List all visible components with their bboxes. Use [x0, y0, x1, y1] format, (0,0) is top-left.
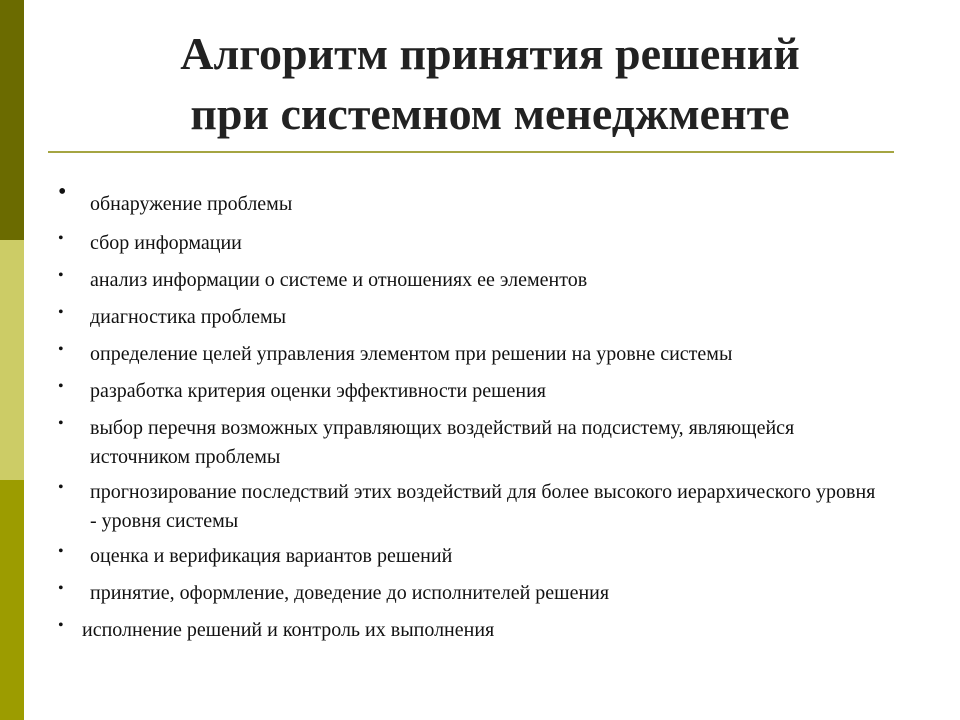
list-item-text: выбор перечня возможных управляющих воздействий на подсистему, являющейся источником проблемы — [90, 417, 795, 468]
bullet-icon: • — [58, 230, 64, 247]
list-item — [56, 340, 876, 369]
list-item-text: исполнение решений и контроль их выполнения — [82, 619, 495, 641]
list-item-text: разработка критерия оценки эффективности решения — [90, 380, 547, 402]
list-item — [56, 266, 876, 295]
bullet-icon: • — [58, 341, 64, 358]
left-band-bottom — [0, 480, 24, 720]
list-item — [56, 542, 876, 571]
bullet-icon: • — [58, 378, 64, 395]
slide-title — [60, 24, 920, 144]
list-item-text: сбор информации — [90, 232, 242, 254]
list-item — [56, 414, 876, 472]
list-item — [56, 478, 876, 536]
bullet-list — [56, 179, 876, 653]
list-item-text: принятие, оформление, доведение до исполнителей решения — [90, 582, 610, 604]
left-band-middle — [0, 240, 24, 480]
list-item — [56, 303, 876, 332]
list-item — [56, 579, 876, 608]
list-item — [56, 616, 876, 645]
bullet-icon: • — [58, 415, 64, 432]
list-item — [56, 377, 876, 406]
slide-title-line-1: Алгоритм принятия решений — [180, 28, 800, 79]
list-item-text: прогнозирование последствий этих воздействий для более высокого иерархического уровня - уровня системы — [90, 481, 876, 532]
bullet-icon: • — [58, 479, 64, 496]
bullet-icon: • — [58, 543, 64, 560]
title-divider — [48, 151, 894, 153]
bullet-icon: • — [58, 617, 64, 634]
list-item — [56, 229, 876, 258]
list-item-text: диагностика проблемы — [90, 306, 287, 328]
slide-title-line-2: при системном менеджменте — [190, 88, 790, 139]
list-item-text: оценка и верификация вариантов решений — [90, 545, 453, 567]
left-band-top — [0, 0, 24, 240]
list-item-text: обнаружение проблемы — [90, 193, 293, 215]
bullet-icon: • — [58, 580, 64, 597]
bullet-icon: • — [58, 179, 67, 205]
bullet-icon: • — [58, 267, 64, 284]
list-item-text: определение целей управления элементом при решении на уровне системы — [90, 343, 733, 365]
list-item-text: анализ информации о системе и отношениях ее элементов — [90, 269, 588, 291]
list-item — [56, 179, 876, 219]
bullet-icon: • — [58, 304, 64, 321]
